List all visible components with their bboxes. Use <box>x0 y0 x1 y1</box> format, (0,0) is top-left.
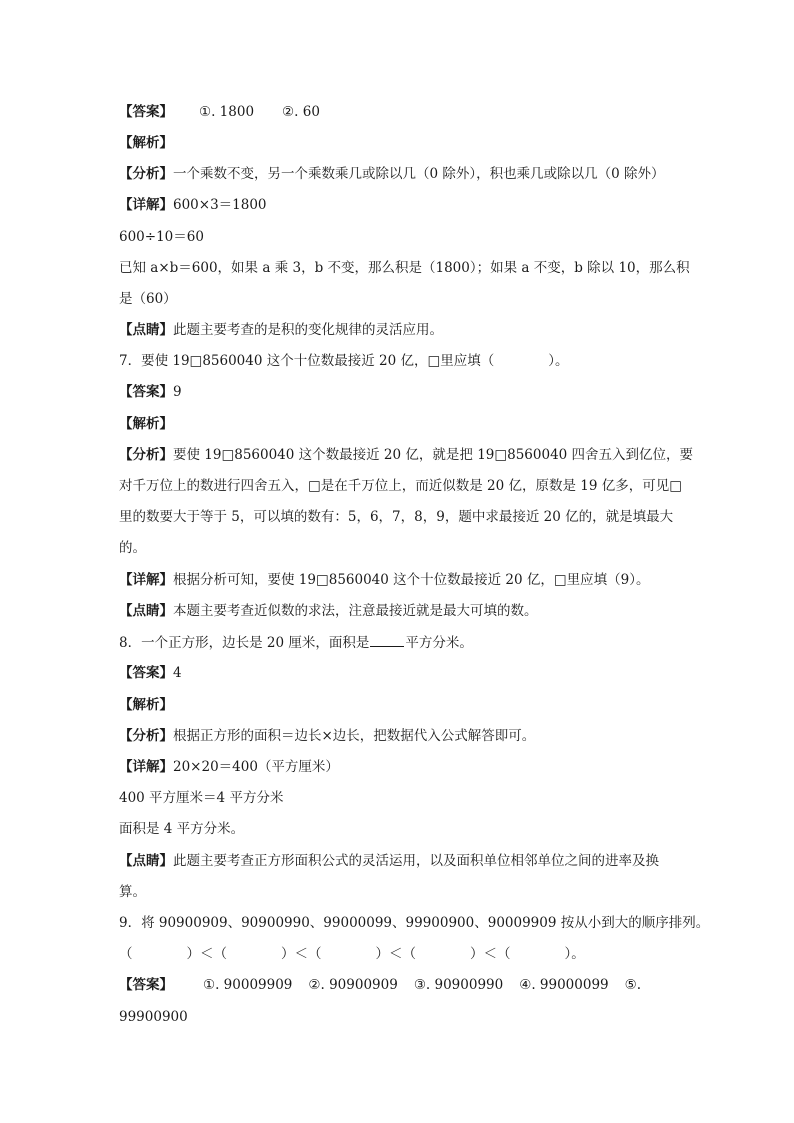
fenxi-tag: 【分析】 <box>119 447 173 463</box>
xiangjie-tag: 【详解】 <box>119 572 173 588</box>
xiangjie-tag: 【详解】 <box>119 197 173 213</box>
question-text: 8．一个正方形，边长是 20 厘米，面积是 <box>119 635 370 651</box>
answer-tag: 【答案】 <box>119 104 173 120</box>
dianjing-text: 本题主要考查近似数的求法，注意最接近就是最大可填的数。 <box>173 603 538 619</box>
dianjing-tag: 【点睛】 <box>119 322 173 338</box>
analysis-tag: 【解析】 <box>119 135 173 151</box>
answer-item: ①. 1800 <box>199 104 255 120</box>
q7-answer-line <box>119 382 684 402</box>
q8-xiangjie-2: 400 平方厘米＝4 平方分米 <box>119 790 284 806</box>
xiangjie-text: 600×3＝1800 <box>173 197 267 213</box>
fenxi-text: 根据正方形的面积＝边长×边长，把数据代入公式解答即可。 <box>173 728 536 744</box>
answer-item: ④. 99000099 <box>519 977 609 993</box>
q8-fenxi <box>119 726 684 746</box>
q7-xiangjie <box>119 570 684 590</box>
answer-item: ③. 90900990 <box>413 977 504 993</box>
answer-item: 9 <box>173 384 182 400</box>
q6-xiangjie-3: 已知 a×b＝600，如果 a 乘 3，b 不变，那么积是（1800）；如果 a 不变，b 除以 10，那么积 <box>119 260 690 276</box>
answer-item: ②. 60 <box>282 104 320 120</box>
q6-xiangjie-4: 是（60） <box>119 291 177 307</box>
answer-tag: 【答案】 <box>119 384 173 400</box>
analysis-tag: 【解析】 <box>119 416 173 432</box>
q7-dianjing <box>119 601 684 621</box>
q6-fenxi <box>119 164 684 184</box>
q9-blanks: （ ）＜（ ）＜（ ）＜（ ）＜（ ）。 <box>119 946 585 962</box>
q6-answer-line <box>119 102 684 122</box>
xiangjie-text: 根据分析可知，要使 19□8560040 这个十位数最接近 20 亿，□里应填（9）。 <box>173 572 650 588</box>
answer-item: ⑤. <box>624 977 642 993</box>
question-text: 平方分米。 <box>405 635 473 651</box>
q7-fenxi-3: 里的数要大于等于 5，可以填的数有：5，6，7，8，9，题中求最接近 20 亿的，就是填最大 <box>119 509 674 525</box>
q7-fenxi-1 <box>119 445 694 465</box>
q8-xiangjie-3: 面积是 4 平方分米。 <box>119 821 245 837</box>
dianjing-text: 此题主要考查的是积的变化规律的灵活应用。 <box>173 322 443 338</box>
q7-fenxi-4: 的。 <box>119 540 146 556</box>
xiangjie-tag: 【详解】 <box>119 759 173 775</box>
q9-question: 9．将 90900909、90900990、99000099、99900900、90009909 按从小到大的顺序排列。 <box>119 915 710 931</box>
dianjing-tag: 【点睛】 <box>119 603 173 619</box>
q8-dianjing-1 <box>119 851 684 871</box>
q7-question: 7．要使 19□8560040 这个十位数最接近 20 亿，□里应填（ ）。 <box>119 353 569 369</box>
q6-xiangjie-2: 600÷10＝60 <box>119 229 204 245</box>
q6-dianjing <box>119 320 684 340</box>
answer-item: 4 <box>173 665 182 681</box>
analysis-tag: 【解析】 <box>119 697 173 713</box>
q6-xiangjie <box>119 195 684 215</box>
fenxi-text: 一个乘数不变，另一个乘数乘几或除以几（0 除外），积也乘几或除以几（0 除外） <box>173 166 665 182</box>
answer-item: ②. 90900909 <box>308 977 398 993</box>
q7-fenxi-2: 对千万位上的数进行四舍五入，□是在千万位上，而近似数是 20 亿，原数是 19 亿多，可见□ <box>119 478 683 494</box>
q9-answer-cont: 99900900 <box>119 1009 188 1025</box>
fenxi-text: 要使 19□8560040 这个数最接近 20 亿，就是把 19□8560040 四舍五入到亿位，要 <box>173 447 694 463</box>
fenxi-tag: 【分析】 <box>119 166 173 182</box>
answer-item: ①. 90009909 <box>203 977 293 993</box>
answer-tag: 【答案】 <box>119 977 173 993</box>
answer-blank <box>370 632 404 647</box>
answer-tag: 【答案】 <box>119 665 173 681</box>
dianjing-tag: 【点睛】 <box>119 853 173 869</box>
q8-answer-line <box>119 663 684 683</box>
xiangjie-text: 20×20＝400（平方厘米） <box>173 759 339 775</box>
q8-dianjing-2: 算。 <box>119 884 146 900</box>
q8-xiangjie <box>119 757 684 777</box>
dianjing-text: 此题主要考查正方形面积公式的灵活运用，以及面积单位相邻单位之间的进率及换 <box>173 853 659 869</box>
q9-answer-line <box>119 975 684 995</box>
fenxi-tag: 【分析】 <box>119 728 173 744</box>
q8-question <box>119 632 684 653</box>
